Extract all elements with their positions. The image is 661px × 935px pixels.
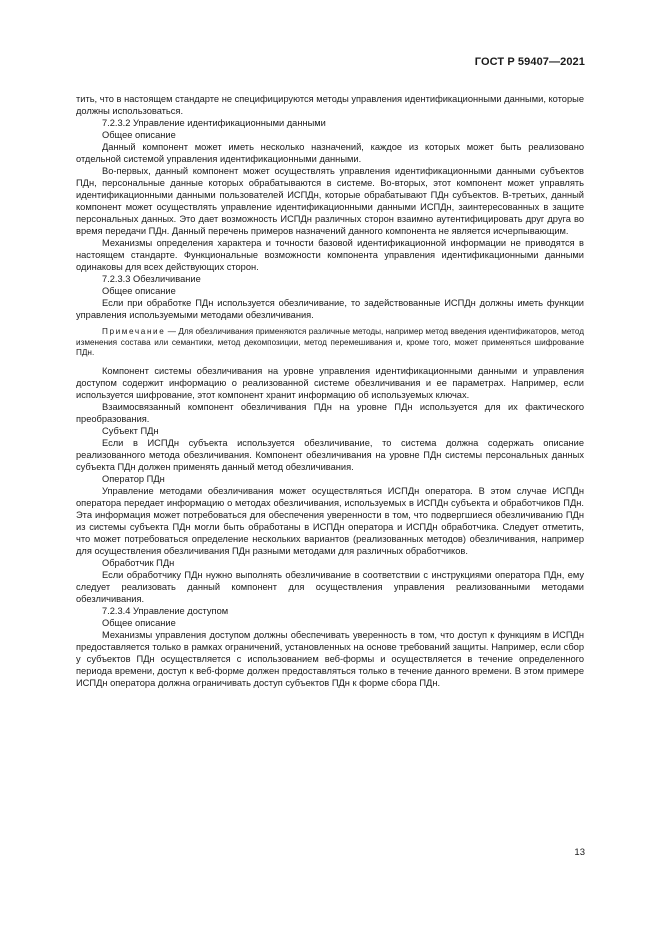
subsection-heading: Общее описание (102, 286, 176, 296)
paragraph: Взаимосвязанный компонент обезличивания ПДн на уровне ПДн используется для их фактического преобразования. (76, 402, 584, 425)
paragraph: Данный компонент может иметь несколько назначений, каждое из которых может быть реализовано отдельной системой управления идентификационными данными. (76, 142, 584, 164)
page-body (76, 93, 584, 689)
subsection-heading: Обработчик ПДн (102, 558, 175, 569)
subsection-heading: Общее описание (102, 618, 176, 629)
note (76, 327, 584, 359)
section-heading: 7.2.3.2 Управление идентификационными данными (102, 118, 326, 128)
document-header: ГОСТ Р 59407—2021 (474, 56, 585, 68)
subsection-heading: Субъект ПДн (102, 426, 159, 437)
section-heading: 7.2.3.3 Обезличивание (102, 274, 201, 284)
section-heading: 7.2.3.4 Управление доступом (102, 606, 229, 617)
paragraph: Если в ИСПДн субъекта используется обезличивание, то система должна содержать описание реализованного метода обезличивания. Компонент обезличивания на уровне ПДн системы персональных данных субъекта ПДн должен применять данный метод обезличивания. (76, 438, 584, 473)
paragraph-continued: тить, что в настоящем стандарте не специфицируются методы управления идентификационными данными, которые должны использоваться. (76, 94, 584, 116)
note-text: — Для обезличивания применяются различные методы, например метод введения идентификаторов, метод изменения состава или семантики, метод декомпозиции, метод перемешивания и, кроме того, может применяться шифрование ПДн. (76, 327, 584, 358)
paragraph: Компонент системы обезличивания на уровне управления идентификационными данными и управления доступом содержит информацию о реализованной системе обезличивания и ее параметрах. Например, если используется шифрование, этот компонент хранит информацию об используемых ключах. (76, 366, 584, 401)
paragraph: Механизмы определения характера и точности базовой идентификационной информации не приводятся в настоящем стандарте. Функциональные возможности компонента управления идентификационными данными одинаковы для всех действующих сторон. (76, 238, 584, 272)
note-label: Примечание (102, 327, 166, 336)
paragraph: Механизмы управления доступом должны обеспечивать уверенность в том, что доступ к функциям в ИСПДн предоставляется только в рамках ограничений, установленных на основе требований защиты. Например, если сбор у субъектов ПДн осуществляется с использованием веб-формы и осуществляется в течение определенного периода времени, доступ к веб-форме должен предоставляться только в течение данного времени. В этом примере ИСПДн оператора должна ограничивать доступ субъектов ПДн к форме сбора ПДн. (76, 630, 584, 689)
paragraph: Если обработчику ПДн нужно выполнять обезличивание в соответствии с инструкциями оператора ПДн, ему следует реализовать данный компонент для осуществления управления реализованными методами обезличивания. (76, 570, 584, 605)
paragraph: Во-первых, данный компонент может осуществлять управления идентификационными данными субъектов ПДн, персональные данные которых обрабатываются в системе. Во-вторых, этот компонент может управлять идентификационными данными пользователей ИСПДн, которые обрабатывают ПДн субъектов. В-третьих, данный компонент может осуществлять управление идентификационными данными ИСПДн, заинтересованных в защите персональных данных. Это дает возможность ИСПДн различных сторон взаимно аутентифицировать друг друга во время передачи ПДн. Данный перечень примеров назначений данного компонента не является исчерпывающим. (76, 166, 584, 236)
page-number: 13 (574, 847, 585, 858)
subsection-heading: Оператор ПДн (102, 474, 165, 485)
subsection-heading: Общее описание (102, 130, 176, 140)
paragraph: Если при обработке ПДн используется обезличивание, то задействованные ИСПДн должны иметь функции управления используемыми методами обезличивания. (76, 298, 584, 320)
paragraph: Управление методами обезличивания может осуществляться ИСПДн оператора. В этом случае ИСПДн оператора передает информацию о методах обезличивания, используемых в ИСПДн субъекта и обработчиков ПДн. Эта информация может потребоваться для обеспечения уверенности в том, что подвергшиеся обезличиванию ПДн из системы субъекта ПДн могли быть обработаны в ИСПДн оператора и ИСПДн обработчика. Следует отметить, что может потребоваться определение нескольких вариантов (реализованных методов) обезличивания, например для осуществления обезличивания ПДн разными методами для различных обработчиков. (76, 486, 584, 557)
